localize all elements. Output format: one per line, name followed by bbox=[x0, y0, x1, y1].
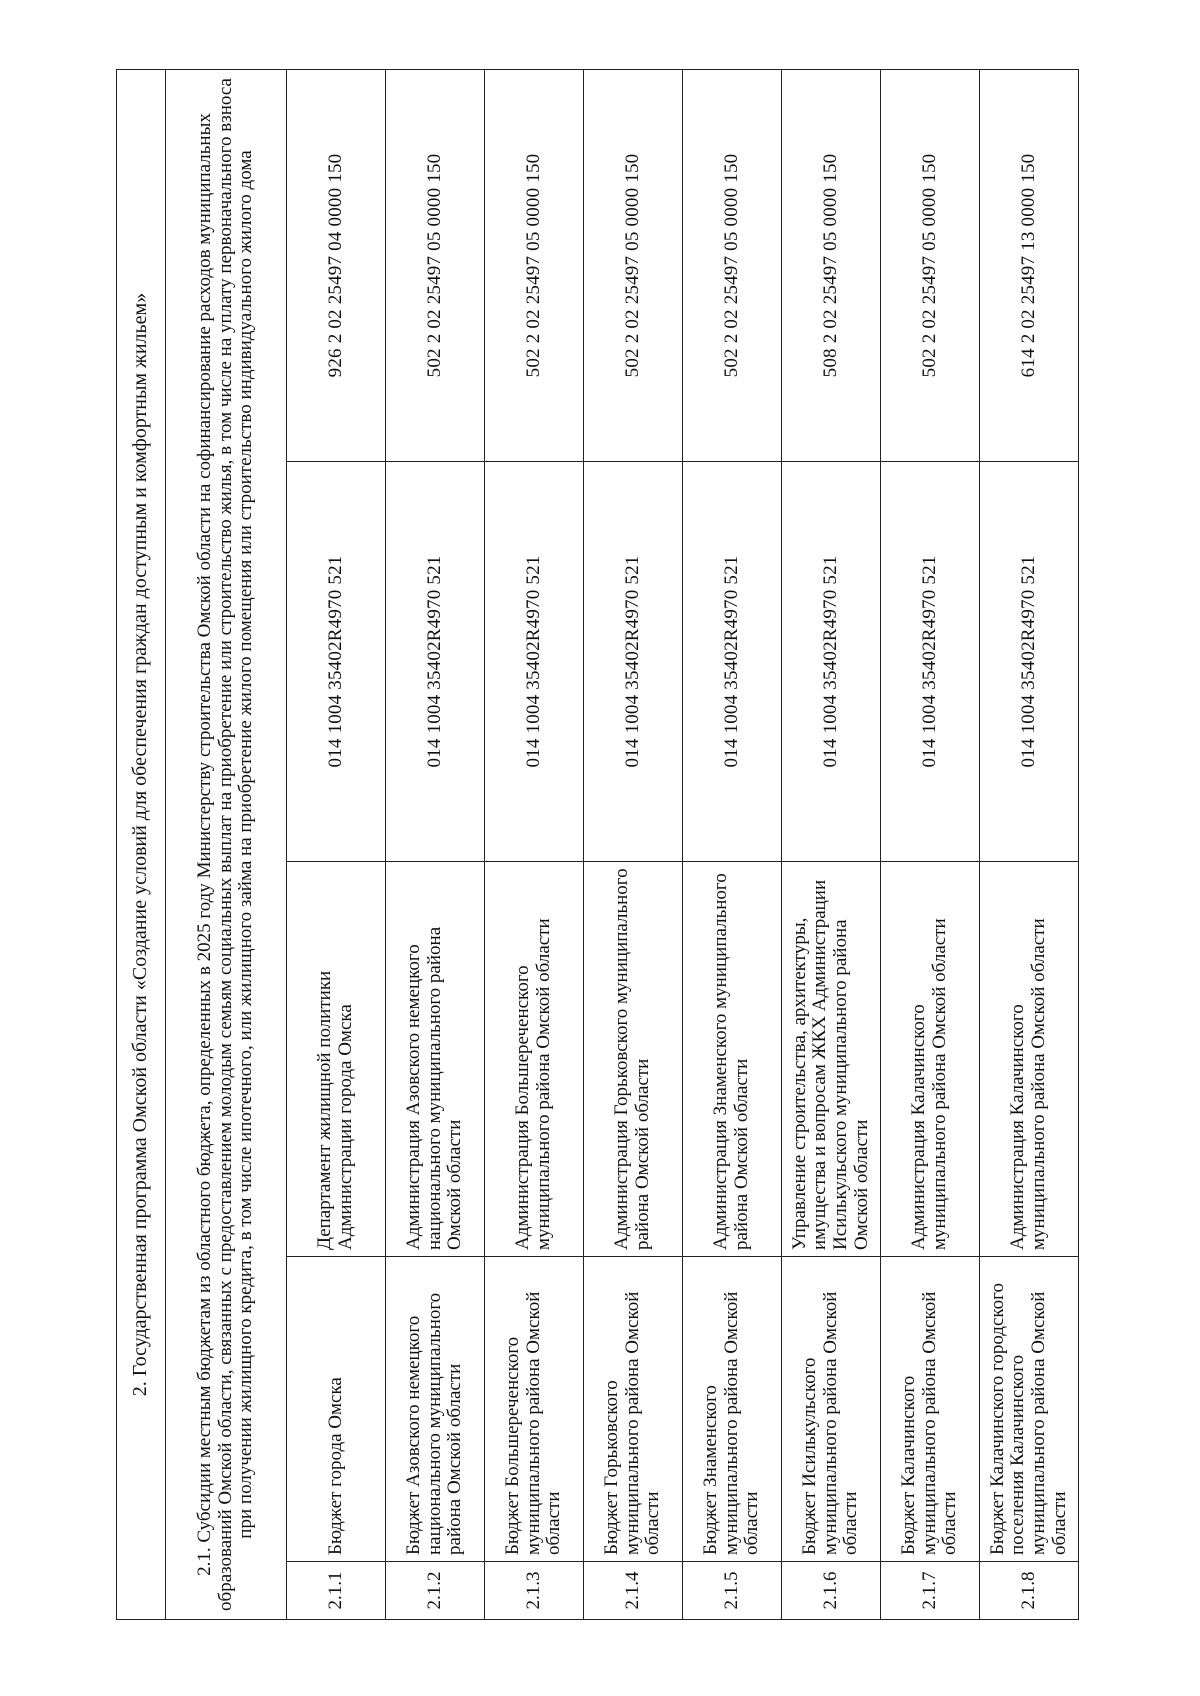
income-code: 502 2 02 25497 05 0000 150 bbox=[584, 70, 683, 462]
administrator-name: Департамент жилищной политики Администрации города Омска bbox=[287, 862, 386, 1257]
table-row bbox=[782, 70, 881, 1620]
administrator-name: Администрация Большереченского муниципального района Омской области bbox=[485, 862, 584, 1257]
row-number: 2.1.1 bbox=[287, 1562, 386, 1620]
table-row bbox=[881, 70, 980, 1620]
income-code: 614 2 02 25497 13 0000 150 bbox=[980, 70, 1079, 462]
administrator-name: Администрация Горьковского муниципального района Омской области bbox=[584, 862, 683, 1257]
income-code: 502 2 02 25497 05 0000 150 bbox=[881, 70, 980, 462]
subsidy-description: 2.1. Субсидии местным бюджетам из областного бюджета, определенных в 2025 году Министерству строительства Омской области на софинансирование расходов муниципальных образований Омской области, связанных с предоставлением молодым семьям социальных выплат на приобретение или строительство жилья, в том числе на уплату первоначального взноса при получении жилищного кредита, в том числе ипотечного, или жилищного займа на приобретение жилого помещения или строительство индивидуального жилого дома bbox=[166, 70, 287, 1620]
row-number: 2.1.3 bbox=[485, 1562, 584, 1620]
expense-code: 014 1004 35402R4970 521 bbox=[683, 462, 782, 862]
administrator-name: Администрация Знаменского муниципального района Омской области bbox=[683, 862, 782, 1257]
program-title: 2. Государственная программа Омской области «Создание условий для обеспечения граждан доступным и комфортным жильем» bbox=[117, 70, 166, 1620]
table-row bbox=[485, 70, 584, 1620]
rotated-page bbox=[116, 70, 1074, 1620]
row-number: 2.1.6 bbox=[782, 1562, 881, 1620]
row-number: 2.1.7 bbox=[881, 1562, 980, 1620]
expense-code: 014 1004 35402R4970 521 bbox=[980, 462, 1079, 862]
budget-name: Бюджет Калачинского городского поселения Калачинского муниципального района Омской области bbox=[980, 1257, 1079, 1562]
row-number: 2.1.5 bbox=[683, 1562, 782, 1620]
expense-code: 014 1004 35402R4970 521 bbox=[386, 462, 485, 862]
budget-name: Бюджет Горьковского муниципального района Омской области bbox=[584, 1257, 683, 1562]
administrator-name: Администрация Калачинского муниципального района Омской области bbox=[980, 862, 1079, 1257]
expense-code: 014 1004 35402R4970 521 bbox=[485, 462, 584, 862]
table-row bbox=[584, 70, 683, 1620]
row-number: 2.1.4 bbox=[584, 1562, 683, 1620]
budget-name: Бюджет Знаменского муниципального района Омской области bbox=[683, 1257, 782, 1562]
income-code: 926 2 02 25497 04 0000 150 bbox=[287, 70, 386, 462]
table-row bbox=[287, 70, 386, 1620]
budget-name: Бюджет Исилькульского муниципального района Омской области bbox=[782, 1257, 881, 1562]
budget-name: Бюджет Азовского немецкого национального муниципального района Омской области bbox=[386, 1257, 485, 1562]
income-code: 502 2 02 25497 05 0000 150 bbox=[386, 70, 485, 462]
table-row bbox=[386, 70, 485, 1620]
budget-table bbox=[116, 69, 1079, 1620]
row-number: 2.1.8 bbox=[980, 1562, 1079, 1620]
budget-name: Бюджет Калачинского муниципального района Омской области bbox=[881, 1257, 980, 1562]
table-row bbox=[980, 70, 1079, 1620]
expense-code: 014 1004 35402R4970 521 bbox=[584, 462, 683, 862]
table-row bbox=[683, 70, 782, 1620]
administrator-name: Администрация Азовского немецкого национального муниципального района Омской области bbox=[386, 862, 485, 1257]
administrator-name: Администрация Калачинского муниципального района Омской области bbox=[881, 862, 980, 1257]
income-code: 502 2 02 25497 05 0000 150 bbox=[683, 70, 782, 462]
expense-code: 014 1004 35402R4970 521 bbox=[287, 462, 386, 862]
budget-name: Бюджет города Омска bbox=[287, 1257, 386, 1562]
income-code: 508 2 02 25497 05 0000 150 bbox=[782, 70, 881, 462]
expense-code: 014 1004 35402R4970 521 bbox=[782, 462, 881, 862]
row-number: 2.1.2 bbox=[386, 1562, 485, 1620]
expense-code: 014 1004 35402R4970 521 bbox=[881, 462, 980, 862]
income-code: 502 2 02 25497 05 0000 150 bbox=[485, 70, 584, 462]
administrator-name: Управление строительства, архитектуры, имущества и вопросам ЖКХ Администрации Исилькульского муниципального района Омской области bbox=[782, 862, 881, 1257]
budget-name: Бюджет Большереченского муниципального района Омской области bbox=[485, 1257, 584, 1562]
